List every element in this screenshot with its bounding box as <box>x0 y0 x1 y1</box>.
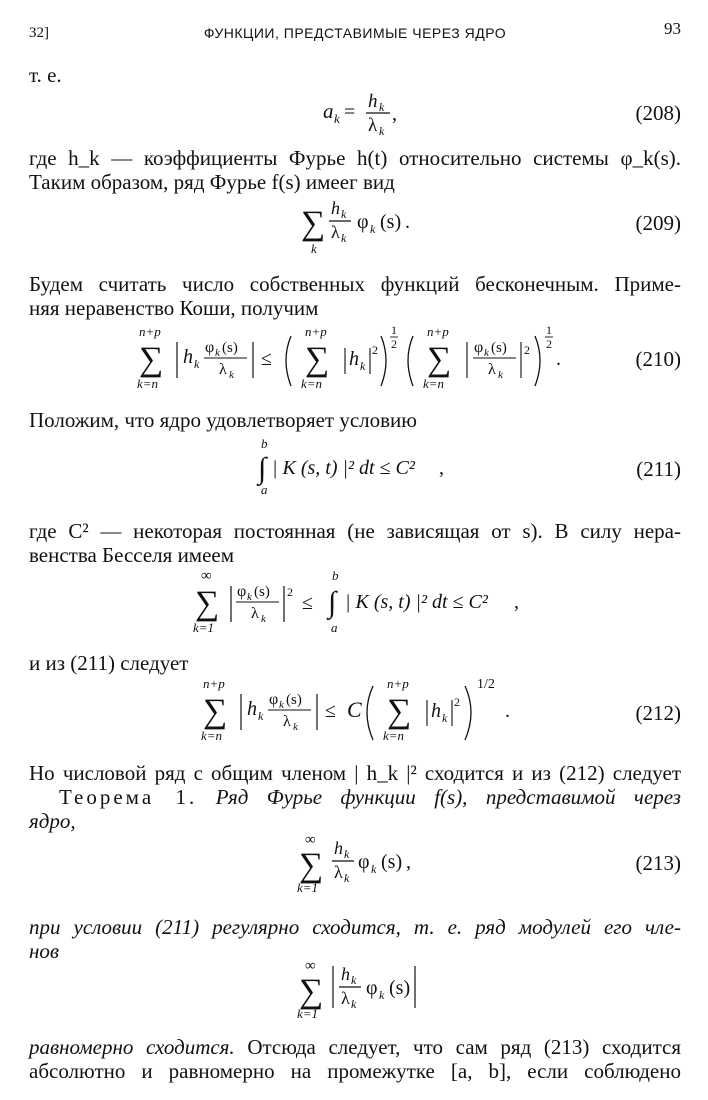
svg-text:k=n: k=n <box>201 728 223 743</box>
equation-210-formula <box>29 322 629 394</box>
svg-text:(s): (s) <box>389 977 411 999</box>
equation-bessel-formula <box>29 566 629 638</box>
paragraph-fourier-form: Таким образом, ряд Фурье f(s) имеег вид <box>29 170 395 194</box>
running-header <box>29 16 681 42</box>
svg-text:.: . <box>505 700 510 722</box>
svg-text:k=1: k=1 <box>193 620 215 635</box>
svg-text:λ: λ <box>283 713 291 730</box>
equation-abs-series <box>29 958 681 1022</box>
svg-text:,: , <box>514 591 519 613</box>
svg-text:k: k <box>341 207 347 221</box>
svg-text:,: , <box>439 457 444 479</box>
svg-text:n+p: n+p <box>305 324 327 339</box>
paragraph-absolute: абсолютно и равномерно на промежутке [a, b], если соблюдено <box>29 1059 681 1083</box>
svg-text:C: C <box>347 697 362 722</box>
svg-text:2: 2 <box>372 343 378 357</box>
equation-number: (213) <box>635 851 681 875</box>
svg-text:h: h <box>349 348 359 370</box>
svg-text:∑: ∑ <box>301 205 326 242</box>
svg-text:φ: φ <box>358 851 370 873</box>
equation-213-formula <box>29 832 629 894</box>
svg-text:k: k <box>247 591 252 603</box>
svg-text:k: k <box>379 100 385 114</box>
svg-text:∑: ∑ <box>299 973 324 1010</box>
section-number: 32] <box>29 25 49 41</box>
svg-text:a: a <box>331 620 338 635</box>
svg-text:2: 2 <box>287 585 293 599</box>
theorem-statement-cont: ядро, <box>29 809 76 833</box>
svg-text:≤: ≤ <box>302 592 313 614</box>
svg-text:k: k <box>215 347 220 359</box>
svg-text:k: k <box>279 699 284 711</box>
svg-text:n+p: n+p <box>387 676 409 691</box>
svg-text:k: k <box>379 124 385 138</box>
svg-text:2: 2 <box>546 337 552 351</box>
equation-bessel <box>29 566 681 638</box>
paragraph-constant: где C² — некоторая постоянная (не зависящая от s). В силу нера- <box>29 519 681 543</box>
svg-text:h: h <box>431 700 441 722</box>
svg-text:(s): (s) <box>380 211 402 233</box>
paragraph-kernel-condition: Положим, что ядро удовлетворяет условию <box>29 408 417 432</box>
svg-text:k: k <box>360 359 366 373</box>
svg-text:.: . <box>405 211 410 233</box>
svg-text:φ: φ <box>366 977 378 999</box>
svg-text:a: a <box>323 99 334 123</box>
paragraph-infinite: Будем считать число собственных функций бесконечным. Приме- <box>29 272 681 296</box>
svg-text:φ: φ <box>474 339 484 356</box>
svg-text:n+p: n+p <box>427 324 449 339</box>
svg-text:λ: λ <box>488 361 496 378</box>
svg-text:b: b <box>332 568 339 583</box>
svg-text:(s): (s) <box>491 340 507 356</box>
equation-211-formula <box>29 436 629 498</box>
svg-text:≤: ≤ <box>325 700 336 722</box>
svg-text:k: k <box>311 241 317 256</box>
svg-text:k: k <box>341 231 347 245</box>
uniform-convergence-rest: Отсюда следует, что сам ряд (213) сходится <box>247 1035 681 1059</box>
svg-text:∑: ∑ <box>203 693 228 730</box>
svg-text:h: h <box>334 838 343 858</box>
uniform-convergence-phrase: равномерно сходится. <box>29 1035 235 1059</box>
svg-text:n+p: n+p <box>139 324 161 339</box>
page-number: 93 <box>664 19 681 38</box>
svg-text:| K (s, t) |² dt ≤ C²: | K (s, t) |² dt ≤ C² <box>345 591 488 613</box>
svg-text:φ: φ <box>205 339 215 356</box>
svg-text:2: 2 <box>454 695 460 709</box>
paragraph-members: нов <box>29 939 60 963</box>
svg-text:k: k <box>261 613 266 625</box>
equation-211 <box>29 436 681 498</box>
paragraph-bessel: венства Бесселя имеем <box>29 543 235 567</box>
svg-text:∑: ∑ <box>139 341 164 378</box>
svg-text:k=n: k=n <box>383 728 405 743</box>
svg-text:∞: ∞ <box>201 568 212 584</box>
svg-text:∫: ∫ <box>328 586 337 619</box>
svg-text:∑: ∑ <box>427 341 452 378</box>
svg-text:≤: ≤ <box>261 348 272 370</box>
svg-text:k: k <box>498 369 503 381</box>
equation-number: (209) <box>635 211 681 235</box>
svg-text:=: = <box>344 101 356 123</box>
svg-text:2: 2 <box>524 343 530 357</box>
svg-text:| K (s, t) |² dt ≤ C²: | K (s, t) |² dt ≤ C² <box>272 457 415 479</box>
equation-209-formula <box>29 198 629 260</box>
svg-text:h: h <box>247 698 257 720</box>
svg-text:(s): (s) <box>286 692 302 708</box>
equation-208 <box>29 90 681 140</box>
svg-text:φ: φ <box>237 583 247 600</box>
paragraph-condition-211: при условии (211) регулярно сходится, т. е. ряд модулей его чле- <box>29 915 681 939</box>
equation-210 <box>29 322 681 394</box>
svg-text:n+p: n+p <box>203 676 225 691</box>
svg-text:λ: λ <box>331 222 340 242</box>
equation-208-formula <box>29 90 629 140</box>
svg-text:φ: φ <box>357 211 369 233</box>
svg-text:∞: ∞ <box>305 958 316 974</box>
theorem-statement: Ряд Фурье функции f(s), представимой через <box>215 785 681 809</box>
svg-text:b: b <box>261 436 268 451</box>
svg-text:k: k <box>229 369 234 381</box>
svg-text:h: h <box>331 198 340 218</box>
equation-number: (211) <box>636 457 681 481</box>
svg-text:h: h <box>183 346 193 368</box>
svg-text:,: , <box>406 851 411 873</box>
svg-text:k=1: k=1 <box>297 880 319 895</box>
theorem-label: Теорема 1. <box>59 785 198 809</box>
svg-text:k: k <box>442 711 448 725</box>
svg-text:λ: λ <box>341 988 350 1008</box>
svg-text:k=n: k=n <box>137 376 159 391</box>
book-page <box>29 0 681 1100</box>
svg-text:∑: ∑ <box>387 693 412 730</box>
svg-text:1/2: 1/2 <box>477 677 495 692</box>
paragraph-te: т. е. <box>29 63 62 87</box>
svg-text:k: k <box>293 721 298 733</box>
svg-text:k: k <box>351 973 357 987</box>
equation-number: (210) <box>635 347 681 371</box>
theorem-heading <box>29 784 681 810</box>
svg-text:k: k <box>344 871 350 885</box>
svg-text:∞: ∞ <box>305 832 316 848</box>
svg-text:(s): (s) <box>381 851 403 873</box>
running-title: ФУНКЦИИ, ПРЕДСТАВИМЫЕ ЧЕРЕЗ ЯДРО <box>203 25 507 41</box>
equation-212-formula <box>29 674 629 746</box>
equation-209 <box>29 198 681 260</box>
svg-text:k: k <box>344 847 350 861</box>
svg-text:k=1: k=1 <box>297 1006 319 1021</box>
equation-213 <box>29 832 681 894</box>
svg-text:a: a <box>261 482 268 497</box>
svg-text:k: k <box>351 997 357 1011</box>
svg-text:λ: λ <box>368 115 378 136</box>
paragraph-coefficients: где h_k — коэффициенты Фурье h(t) относительно системы φ_k(s). <box>29 146 681 170</box>
svg-text:(s): (s) <box>254 584 270 600</box>
svg-text:(s): (s) <box>222 340 238 356</box>
svg-text:∑: ∑ <box>305 341 330 378</box>
svg-text:k: k <box>379 988 385 1002</box>
equation-abs-series-formula <box>29 958 629 1022</box>
svg-text:.: . <box>556 348 561 370</box>
svg-text:k: k <box>258 709 264 723</box>
paragraph-uniform <box>29 1034 681 1060</box>
svg-text:h: h <box>341 964 350 984</box>
svg-text:∫: ∫ <box>258 452 267 485</box>
svg-text:k: k <box>334 111 340 126</box>
svg-text:λ: λ <box>251 605 259 622</box>
svg-text:λ: λ <box>334 862 343 882</box>
svg-text:k: k <box>371 862 377 876</box>
equation-number: (208) <box>635 101 681 125</box>
svg-text:∑: ∑ <box>299 847 324 884</box>
svg-text:1: 1 <box>546 323 552 337</box>
svg-text:h: h <box>368 91 378 112</box>
svg-text:1: 1 <box>391 323 397 337</box>
equation-number: (212) <box>635 701 681 725</box>
paragraph-cauchy: няя неравенство Коши, получим <box>29 296 319 320</box>
paragraph-from-211: и из (211) следует <box>29 651 189 675</box>
svg-text:λ: λ <box>219 361 227 378</box>
svg-text:φ: φ <box>269 691 279 708</box>
paragraph-numeric-series: Но числовой ряд с общим членом | h_k |² сходится и из (212) следует <box>29 761 681 785</box>
svg-text:∑: ∑ <box>195 585 220 622</box>
svg-text:k: k <box>370 222 376 236</box>
svg-text:2: 2 <box>391 337 397 351</box>
equation-212 <box>29 674 681 746</box>
svg-text:k=n: k=n <box>423 376 445 391</box>
svg-text:k: k <box>484 347 489 359</box>
svg-text:k: k <box>194 357 200 371</box>
svg-text:,: , <box>392 103 397 125</box>
svg-text:k=n: k=n <box>301 376 323 391</box>
